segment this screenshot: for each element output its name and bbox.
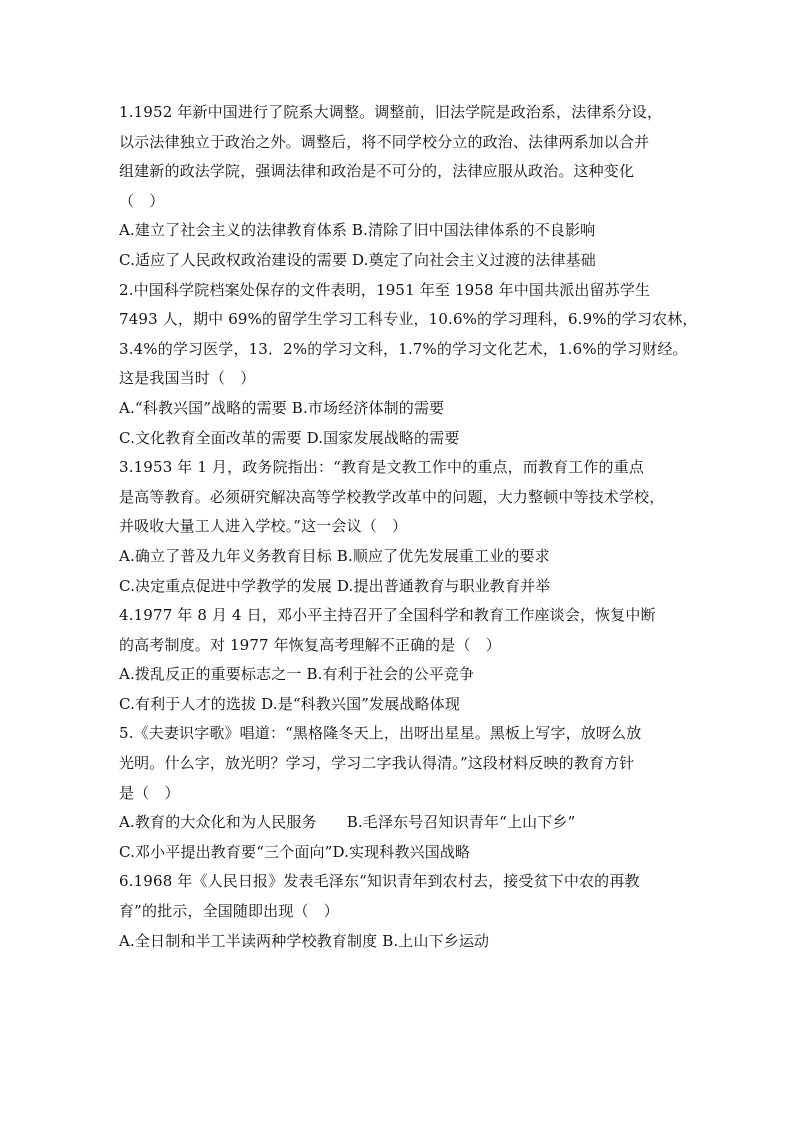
option-line xyxy=(119,690,734,720)
option-text: C.决定重点促进中学教学的发展 D.提出普通教育与职业教育并举 xyxy=(119,576,551,595)
question-stem-line: 以示法律独立于政治之外。调整后，将不同学校分立的政治、法律两系加以合并 xyxy=(119,132,650,151)
option-text: C.有利于人才的选拔 D.是“科教兴国”发展战略体现 xyxy=(119,694,460,713)
question-6 xyxy=(119,867,734,956)
option-text: C.文化教育全面改革的需要 D.国家发展战略的需要 xyxy=(119,428,460,447)
question-stem-line: 是高等教育。必须研究解决高等学校教学改革中的问题，大力整顿中等技术学校， xyxy=(119,487,665,506)
question-stem-line: 育”的批示，全国随即出现（ ） xyxy=(119,902,339,921)
option-line xyxy=(119,572,734,602)
option-text: B.毛泽东号召知识青年“上山下乡” xyxy=(346,813,576,832)
question-stem-line: 5.《夫妻识字歌》唱道：“黑格隆冬天上，出呀出星星。黑板上写字，放呀么放 xyxy=(119,724,642,743)
option-text: A.建立了社会主义的法律教育体系 B.清除了旧中国法律体系的不良影响 xyxy=(119,221,596,240)
option-text: C.邓小平提出教育要“三个面向”D.实现科教兴国战略 xyxy=(119,842,471,861)
question-stem-line: 3.4%的学习医学，13．2%的学习文科，1.7%的学习文化艺术，1.6%的学习财经。 xyxy=(119,339,688,358)
question-stem-line: 7493 人，期中 69%的留学生学习工科专业，10.6%的学习理科，6.9%的学习农林， xyxy=(119,310,698,329)
question-stem-line: 1.1952 年新中国进行了院系大调整。调整前，旧法学院是政治系，法律系分设， xyxy=(119,103,663,121)
option-line xyxy=(119,542,734,572)
option-line xyxy=(119,838,734,868)
question-5 xyxy=(119,719,734,867)
option-text: A.“科教兴国”战略的需要 B.市场经济体制的需要 xyxy=(119,398,445,417)
option-text: A.确立了普及九年义务教育目标 B.顺应了优先发展重工业的要求 xyxy=(119,546,550,565)
option-text: A.拨乱反正的重要标志之一 B.有利于社会的公平竞争 xyxy=(119,665,475,684)
question-3 xyxy=(119,453,734,601)
option-line xyxy=(119,246,734,276)
question-stem-line: 这是我国当时（ ） xyxy=(119,369,256,388)
question-stem-line: 的高考制度。对 1977 年恢复高考理解不正确的是（ ） xyxy=(119,635,501,654)
option-line xyxy=(119,808,734,838)
question-stem-line: 组建新的政法学院，强调法律和政治是不可分的，法律应服从政治。这种变化 xyxy=(119,162,635,181)
option-text: A.全日制和半工半读两种学校教育制度 B.上山下乡运动 xyxy=(119,931,490,950)
question-stem-line: 光明。什么字，放光明？学习，学习二字我认得清。”这段材料反映的教育方针 xyxy=(119,754,635,773)
option-line xyxy=(119,394,734,424)
question-4 xyxy=(119,601,734,719)
option-line xyxy=(119,424,734,454)
question-stem-line: 3.1953 年 1 月，政务院指出：“教育是文教工作中的重点，而教育工作的重点 xyxy=(119,458,645,477)
question-stem-line: 6.1968 年《人民日报》发表毛泽东“知识青年到农村去，接受贫下中农的再教 xyxy=(119,872,640,891)
option-line xyxy=(119,216,734,246)
question-stem-line: 4.1977 年 8 月 4 日，邓小平主持召开了全国科学和教育工作座谈会，恢复中断 xyxy=(119,606,656,625)
option-line xyxy=(119,660,734,690)
option-text: C.适应了人民政权政治建设的需要 D.奠定了向社会主义过渡的法律基础 xyxy=(119,250,596,269)
question-stem-line: 是（ ） xyxy=(119,783,180,802)
question-stem-line: 并吸收大量工人进入学校。”这一会议（ ） xyxy=(119,517,408,536)
question-stem-line: 2.中国科学院档案处保存的文件表明，1951 年至 1958 年中国共派出留苏学生 xyxy=(119,280,651,299)
option-line xyxy=(119,927,734,957)
question-stem-line: （ ） xyxy=(119,191,165,210)
question-2 xyxy=(119,276,734,454)
option-text: A.教育的大众化和为人民服务 xyxy=(119,813,317,832)
question-1 xyxy=(119,98,734,276)
